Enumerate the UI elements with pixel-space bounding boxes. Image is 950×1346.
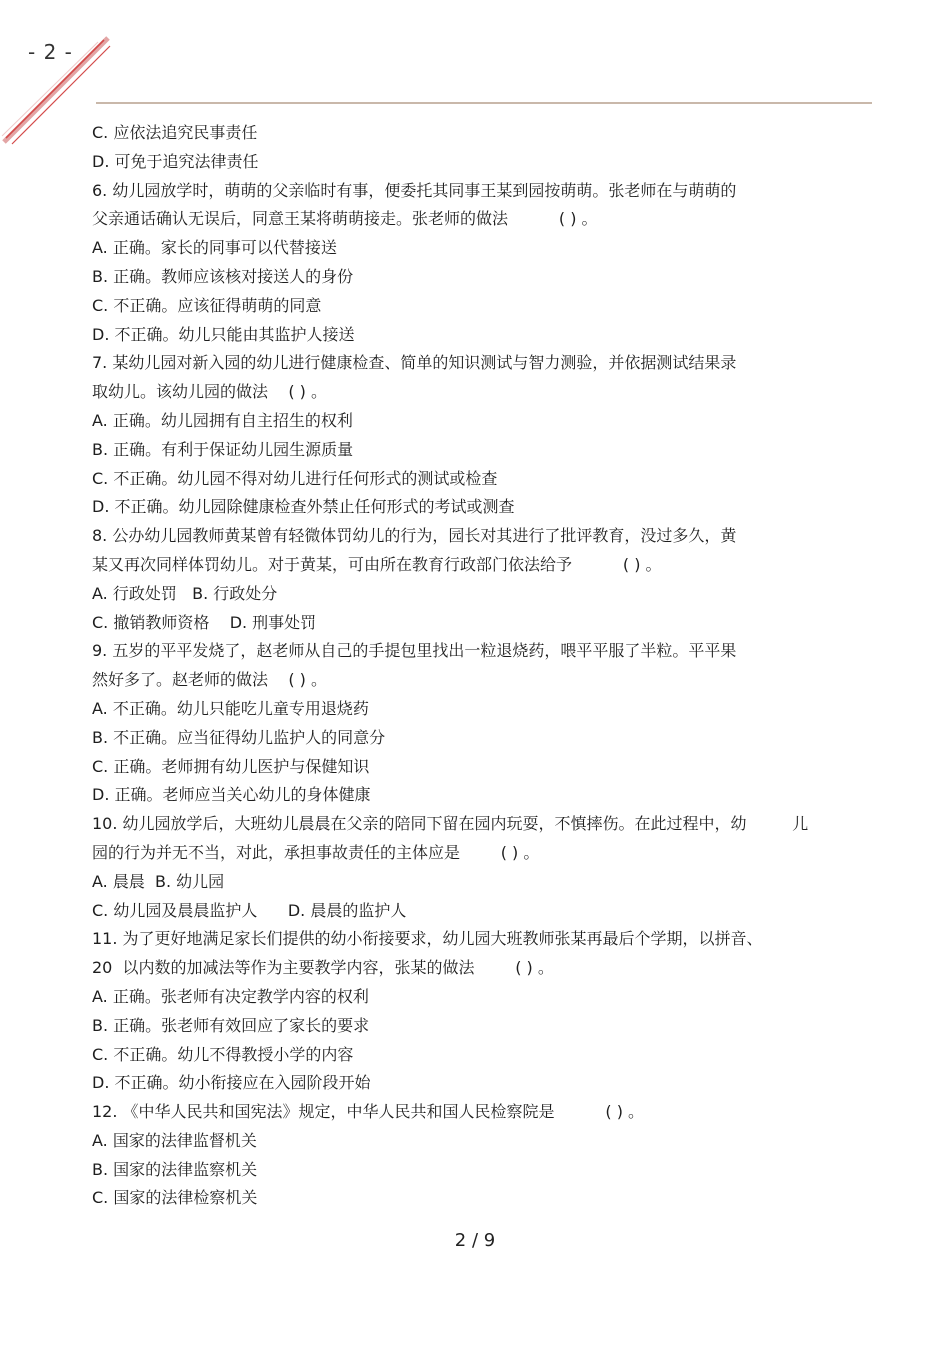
answer-option: D. 正确。老师应当关心幼儿的身体健康	[92, 785, 371, 805]
question-text: 某又再次同样体罚幼儿。对于黄某，可由所在教育行政部门依法给予 ( ) 。	[92, 554, 662, 574]
answer-option: C. 幼儿园及晨晨监护人 D. 晨晨的监护人	[92, 900, 407, 920]
answer-option: B. 不正确。应当征得幼儿监护人的同意分	[92, 727, 386, 747]
answer-option: A. 正确。家长的同事可以代替接送	[92, 238, 337, 258]
answer-option: D. 不正确。幼儿园除健康检查外禁止任何形式的考试或测查	[92, 497, 515, 517]
answer-option: C. 不正确。幼儿园不得对幼儿进行任何形式的测试或检查	[92, 468, 498, 488]
answer-option: B. 正确。教师应该核对接送人的身份	[92, 266, 354, 286]
text-line: C. 应依法追究民事责任	[92, 123, 258, 142]
answer-option: B. 国家的法律监察机关	[92, 1159, 258, 1179]
answer-option: A. 不正确。幼儿只能吃儿童专用退烧药	[92, 698, 369, 718]
question-text: 8. 公办幼儿园教师黄某曾有轻微体罚幼儿的行为，园长对其进行了批评教育，没过多久，黄	[92, 526, 737, 546]
question-text: 11. 为了更好地满足家长们提供的幼小衔接要求，幼儿园大班教师张某再最后个学期，以拼音、	[92, 929, 763, 949]
text-line: D. 可免于追究法律责任	[92, 151, 259, 171]
answer-option: C. 正确。老师拥有幼儿医护与保健知识	[92, 756, 370, 776]
page-header-number: - 2 -	[28, 40, 73, 64]
answer-option: B. 正确。张老师有效回应了家长的要求	[92, 1015, 370, 1035]
question-text: 12. 《中华人民共和国宪法》规定，中华人民共和国人民检察院是 ( ) 。	[92, 1102, 645, 1122]
question-text: 20 以内数的加减法等作为主要教学内容，张某的做法 ( ) 。	[92, 958, 554, 978]
answer-option: C. 撤销教师资格 D. 刑事处罚	[92, 612, 317, 632]
question-text: 6. 幼儿园放学时，萌萌的父亲临时有事，便委托其同事王某到园按萌萌。张老师在与萌萌的	[92, 180, 737, 200]
question-text: 9. 五岁的平平发烧了，赵老师从自己的手提包里找出一粒退烧药，喂平平服了半粒。平平果	[92, 641, 737, 661]
answer-option: A. 正确。张老师有决定教学内容的权利	[92, 986, 369, 1006]
answer-option: D. 不正确。幼小衔接应在入园阶段开始	[92, 1073, 371, 1093]
answer-option: A. 晨晨 B. 幼儿园	[92, 871, 225, 891]
answer-option: C. 不正确。应该征得萌萌的同意	[92, 295, 322, 315]
question-text: 7. 某幼儿园对新入园的幼儿进行健康检查、简单的知识测试与智力测验，并依据测试结果录	[92, 353, 737, 373]
answer-option: C. 不正确。幼儿不得教授小学的内容	[92, 1044, 354, 1064]
document-body	[92, 119, 862, 1213]
question-text: 取幼儿。该幼儿园的做法 ( ) 。	[92, 382, 328, 402]
header-divider	[96, 102, 872, 104]
answer-option: D. 不正确。幼儿只能由其监护人接送	[92, 324, 355, 344]
answer-option: A. 正确。幼儿园拥有自主招生的权利	[92, 410, 353, 430]
answer-option: A. 行政处罚 B. 行政处分	[92, 583, 278, 603]
question-text: 10. 幼儿园放学后，大班幼儿晨晨在父亲的陪同下留在园内玩耍，不慎摔伤。在此过程中，幼 儿	[92, 814, 809, 834]
answer-option: C. 国家的法律检察机关	[92, 1188, 258, 1208]
answer-option: B. 正确。有利于保证幼儿园生源质量	[92, 439, 354, 459]
question-text: 父亲通话确认无误后，同意王某将萌萌接走。张老师的做法 ( ) 。	[92, 209, 598, 229]
question-text: 然好多了。赵老师的做法 ( ) 。	[92, 670, 328, 690]
page-indicator: 2 / 9	[454, 1230, 496, 1251]
question-text: 园的行为并无不当，对此，承担事故责任的主体应是 ( ) 。	[92, 842, 540, 862]
answer-option: A. 国家的法律监督机关	[92, 1130, 257, 1150]
